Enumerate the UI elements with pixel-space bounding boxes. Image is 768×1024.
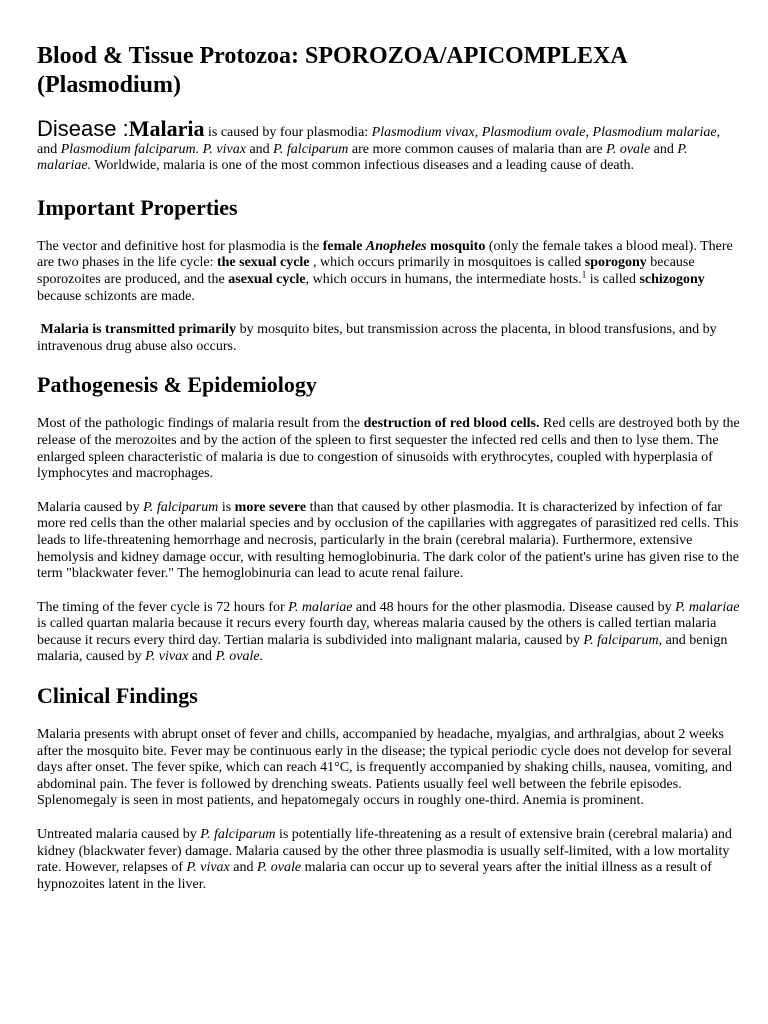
text: Malaria caused by [37, 499, 144, 515]
intro-italic: P. ovale [606, 141, 651, 157]
text: by mosquito bites, but transmission across the placenta, in blood transfusions, and by intravenous drug abuse also occurs. [37, 322, 717, 354]
text: is [218, 499, 235, 515]
text: , which occurs primarily in mosquitoes is called [309, 255, 585, 271]
intro-text: is caused by four plasmodia: [204, 125, 372, 140]
bold-text: more severe [234, 499, 307, 515]
text: , and benign malaria, caused by [37, 632, 728, 665]
text: , which occurs in humans, the intermediate hosts. [305, 271, 582, 287]
pathogenesis-paragraph-2 [37, 500, 742, 583]
bold-text: asexual cycle [228, 271, 306, 287]
disease-name: Malaria [128, 116, 205, 141]
text: and 48 hours for the other plasmodia. Disease caused by [352, 599, 676, 615]
intro-paragraph [37, 116, 742, 175]
bold-text: schizogony [639, 271, 705, 287]
intro-text: Worldwide, malaria is one of the most common infectious diseases and a leading cause of death. [91, 158, 634, 174]
italic-text: P. vivax [186, 860, 230, 876]
text: because schizonts are made. [37, 288, 195, 304]
properties-paragraph-2 [37, 322, 742, 355]
intro-italic: P. falciparum [273, 141, 349, 157]
italic-text: P. falciparum [143, 499, 219, 515]
italic-text: P. malariae [288, 599, 353, 615]
intro-text: are more common causes of malaria than are [348, 141, 607, 157]
disease-label: Disease : [37, 116, 129, 141]
text: The timing of the fever cycle is 72 hours for [37, 599, 289, 615]
text: Untreated malaria caused by [37, 827, 201, 843]
pathogenesis-paragraph-1 [37, 416, 742, 482]
text: malaria can occur up to several years after the initial illness as a result of hypnozoites latent in the liver. [37, 860, 712, 892]
italic-text: P. vivax [145, 649, 189, 665]
text: is potentially life-threatening as a result of extensive brain (cerebral malaria) and kidney (blackwater fever) damage. Malaria caused by the other three plasmodia is usually self-limited, with a low mortality rate. However, relapses of [37, 827, 732, 876]
intro-text: and [650, 141, 678, 157]
text: than that caused by other plasmodia. It is characterized by infection of far more red cells than the other malarial species and by occlusion of the capillaries with aggregates of parasitized red cells. This leads to life-threatening hemorrhage and necrosis, particularly in the brain (cerebral malaria). Furthermore, extensive hemolysis and kidney damage occur, with resulting hemoglobinuria. The dark color of the patient's urine has given rise to the term "blackwater fever." The hemoglobinuria can lead to acute renal failure. [37, 499, 739, 582]
italic-text: P. falciparum [200, 827, 276, 843]
text: Malaria presents with abrupt onset of fever and chills, accompanied by headache, myalgias, and arthralgias, about 2 weeks after the mosquito bite. Fever may be continuous early in the disease; the typical periodic cycle does not develop for several days after onset. The fever spike, which can reach 41°C, is frequently accompanied by shaking chills, nausea, vomiting, and abdominal pain. The fever is followed by drenching sweats. Patients usually feel well between the febrile episodes. Splenomegaly is seen in most patients, and hepatomegaly occurs in roughly one-third. Anemia is prominent. [37, 727, 733, 809]
text: Most of the pathologic findings of malaria result from the [37, 416, 364, 432]
pathogenesis-paragraph-3 [37, 600, 742, 666]
footnote-marker: 1 [581, 269, 587, 280]
intro-italic: Plasmodium vivax, Plasmodium ovale, Plasmodium malariae, [371, 125, 721, 140]
text: The vector and definitive host for plasmodia is the [37, 238, 323, 254]
text: (only the female takes a blood meal). There are two phases in the life cycle: [37, 238, 733, 271]
clinical-paragraph-1 [37, 727, 742, 810]
text: and [229, 860, 257, 876]
section-heading-properties: Important Properties [37, 194, 238, 220]
italic-text: P. ovale [256, 860, 302, 876]
page-title: Blood & Tissue Protozoa: SPOROZOA/APICOMPLEXA (Plasmodium) [37, 43, 627, 98]
text: is called [586, 271, 640, 287]
section-heading-clinical: Clinical Findings [37, 683, 198, 709]
intro-text: and [37, 141, 61, 157]
intro-text: and [245, 141, 274, 157]
italic-text: P. malariae [675, 599, 740, 615]
bold-text: female [322, 238, 366, 254]
bold-text: the sexual cycle [216, 255, 310, 271]
intro-italic: Plasmodium falciparum. P. vivax [60, 141, 246, 157]
bold-text: destruction of red blood cells. [363, 416, 540, 432]
text: because sporozoites are produced, and the [37, 255, 695, 287]
properties-paragraph-1 [37, 239, 742, 305]
bold-text: sporogony [584, 255, 647, 271]
text: is called quartan malaria because it recurs every fourth day, whereas malaria caused by the others is called tertian malaria because it recurs every third day. Tertian malaria is subdivided into malignant malaria, caused by [37, 616, 717, 648]
text: Red cells are destroyed both by the release of the merozoites and by the action of the spleen to first sequester the infected red cells and then to lyse them. The enlarged spleen characteristic of malaria is due to congestion of sinusoids with erythrocytes, coupled with hyperplasia of lymphocytes and macrophages. [37, 416, 740, 482]
bold-text: mosquito [426, 238, 486, 254]
section-heading-pathogenesis: Pathogenesis & Epidemiology [37, 372, 317, 398]
bold-text: Malaria is transmitted primarily [40, 322, 237, 338]
text: and [188, 649, 216, 665]
clinical-paragraph-2 [37, 827, 742, 893]
bold-italic-text: Anopheles [365, 238, 427, 254]
italic-text: P. falciparum [583, 632, 659, 648]
italic-text: P. ovale. [215, 649, 264, 665]
intro-italic: P. malariae. [37, 141, 688, 174]
